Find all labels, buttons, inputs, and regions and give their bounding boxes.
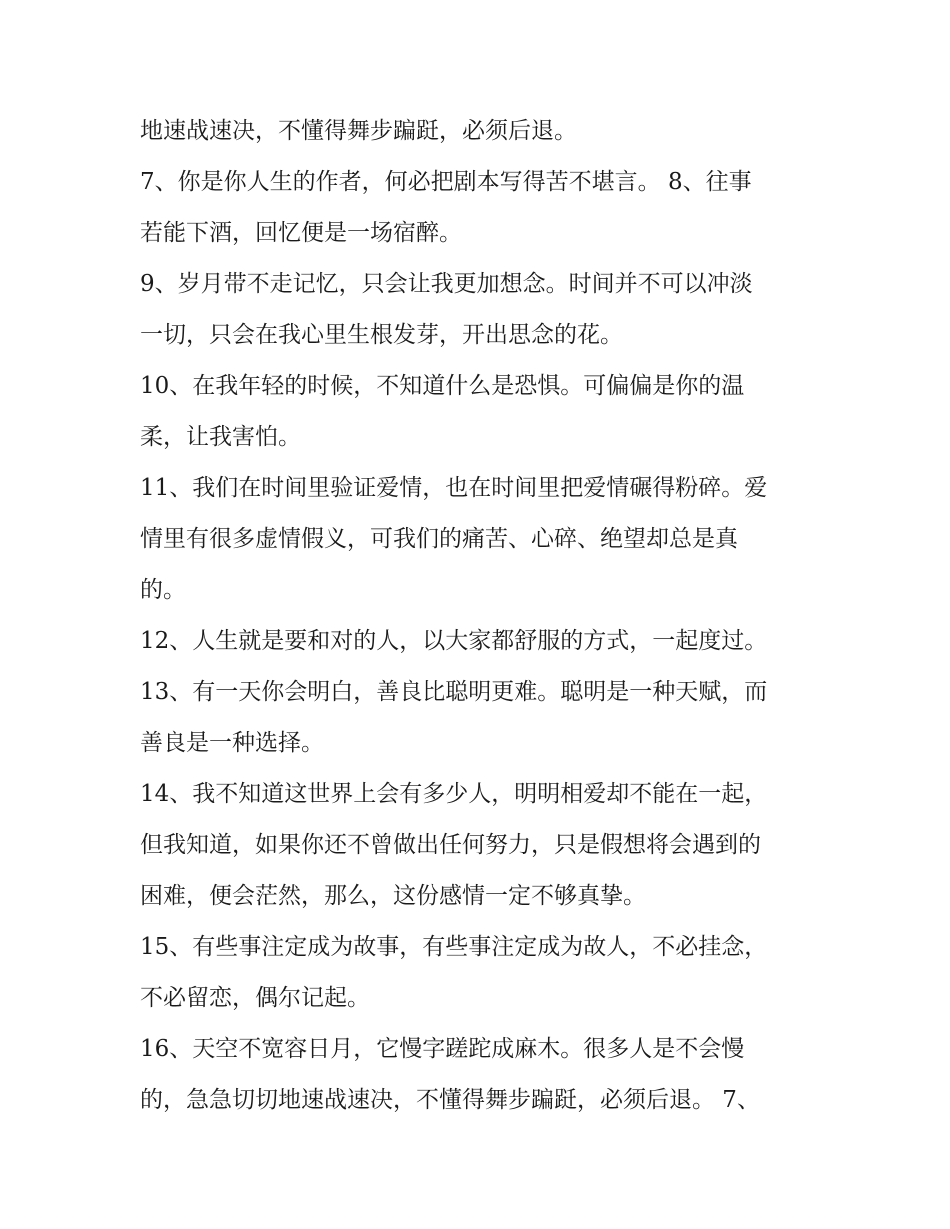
- text-line: 10、在我年轻的时候，不知道什么是恐惧。可偏偏是你的温: [140, 373, 745, 399]
- text-line: 13、有一天你会明白，善良比聪明更难。聪明是一种天赋，而: [140, 679, 768, 705]
- text-line: 15、有些事注定成为故事，有些事注定成为故人，不必挂念，: [140, 934, 768, 960]
- text-line: 柔，让我害怕。: [140, 424, 301, 450]
- text-line: 若能下酒，回忆便是一场宿醉。: [140, 220, 462, 246]
- text-line: 地速战速决，不懂得舞步蹁跹，必须后退。: [140, 118, 577, 144]
- text-line: 11、我们在时间里验证爱情，也在时间里把爱情碾得粉碎。爱: [140, 475, 768, 501]
- text-line: 7、你是你人生的作者，何必把剧本写得苦不堪言。 8、往事: [140, 169, 752, 195]
- text-line: 困难，便会茫然，那么，这份感情一定不够真挚。: [140, 883, 646, 909]
- text-line: 的。: [140, 577, 186, 603]
- text-line: 一切，只会在我心里生根发芽，开出思念的花。: [140, 322, 623, 348]
- text-line: 善良是一种选择。: [140, 730, 324, 756]
- text-line: 的，急急切切地速战速决，不懂得舞步蹁跹，必须后退。 7、: [140, 1087, 760, 1113]
- text-line: 14、我不知道这世界上会有多少人，明明相爱却不能在一起，: [140, 781, 768, 807]
- text-line: 不必留恋，偶尔记起。: [140, 985, 370, 1011]
- text-line: 情里有很多虚情假义，可我们的痛苦、心碎、绝望却总是真: [140, 526, 738, 552]
- text-line: 16、天空不宽容日月，它慢字蹉跎成麻木。很多人是不会慢: [140, 1036, 745, 1062]
- document-body: [140, 106, 820, 1126]
- text-line: 12、人生就是要和对的人，以大家都舒服的方式，一起度过。: [140, 628, 768, 654]
- text-line: 9、岁月带不走记忆，只会让我更加想念。时间并不可以冲淡: [140, 271, 753, 297]
- text-line: 但我知道，如果你还不曾做出任何努力，只是假想将会遇到的: [140, 832, 761, 858]
